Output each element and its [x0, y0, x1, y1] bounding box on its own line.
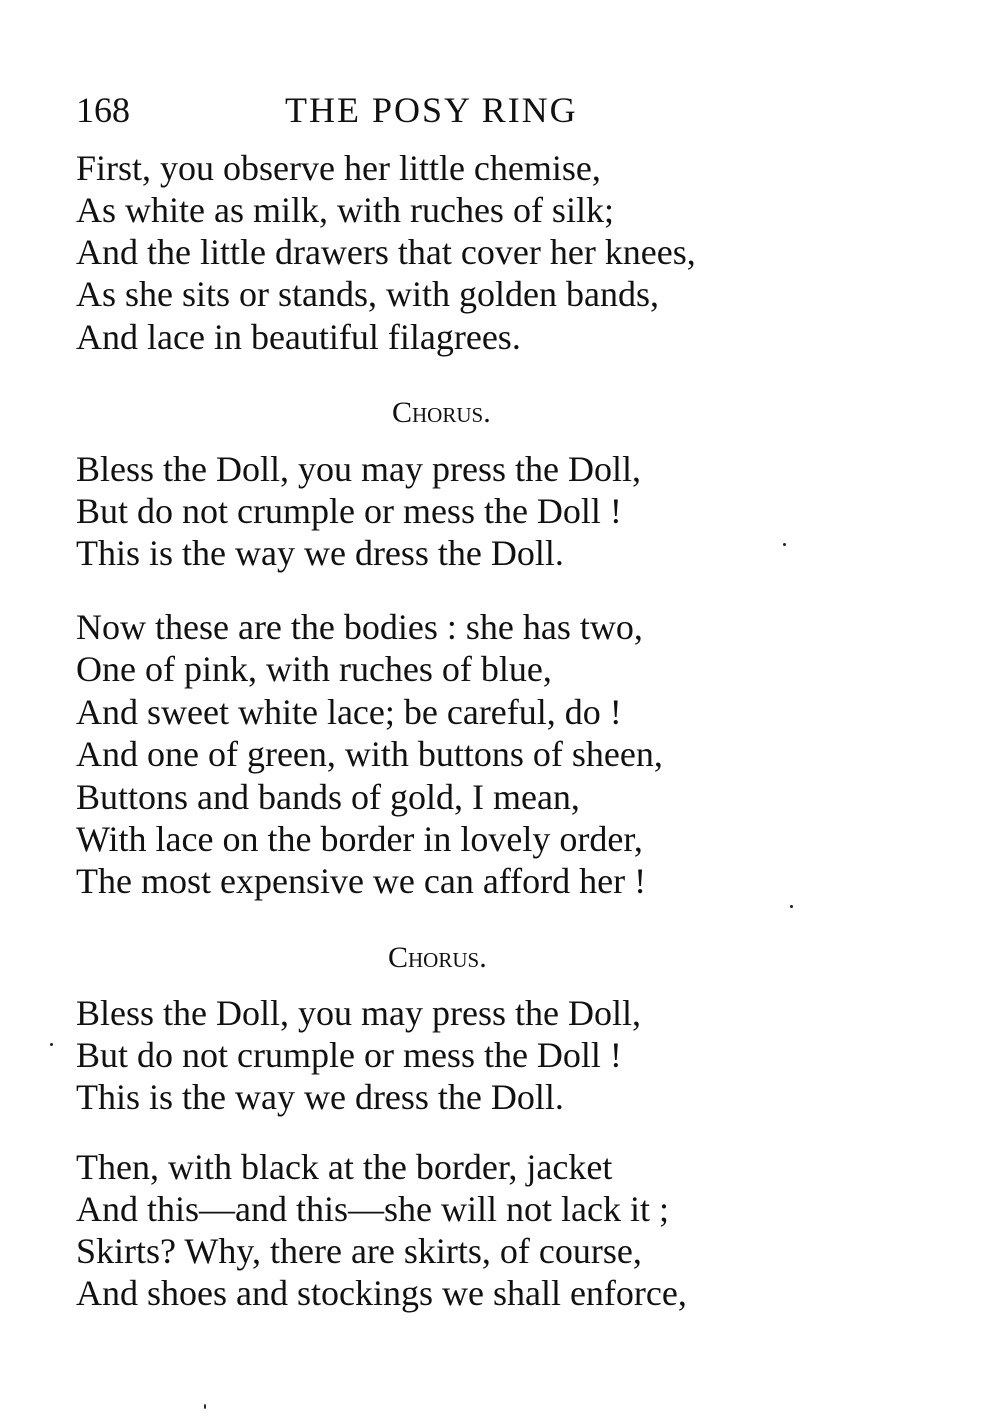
poem-line: The most expensive we can afford her ! — [76, 861, 647, 901]
page-number: 168 — [76, 90, 130, 130]
poem-line: First, you observe her little chemise, — [76, 148, 601, 188]
poem-line: As white as milk, with ruches of silk; — [76, 190, 614, 230]
poem-line: Skirts? Why, there are skirts, of course, — [76, 1231, 642, 1271]
poem-line: As she sits or stands, with golden bands, — [76, 274, 659, 314]
chorus-heading: Chorus. — [388, 941, 487, 974]
poem-line: But do not crumple or mess the Doll ! — [76, 491, 622, 531]
poem-line: And the little drawers that cover her knees, — [76, 232, 696, 272]
poem-line: But do not crumple or mess the Doll ! — [76, 1035, 622, 1075]
scan-speck — [783, 543, 786, 546]
running-title: THE POSY RING — [285, 90, 578, 130]
poem-line: And shoes and stockings we shall enforce, — [76, 1273, 687, 1313]
poem-line: Buttons and bands of gold, I mean, — [76, 777, 580, 817]
poem-line: And lace in beautiful filagrees. — [76, 317, 521, 357]
scan-speck — [790, 905, 793, 908]
poem-line: And one of green, with buttons of sheen, — [76, 734, 663, 774]
poem-line: This is the way we dress the Doll. — [76, 533, 564, 573]
poem-line: Bless the Doll, you may press the Doll, — [76, 993, 641, 1033]
poem-line: Now these are the bodies : she has two, — [76, 607, 643, 647]
page-header — [76, 86, 696, 134]
poem-line: With lace on the border in lovely order, — [76, 819, 643, 859]
poem-line: This is the way we dress the Doll. — [76, 1077, 564, 1117]
chorus-heading: Chorus. — [392, 396, 491, 429]
poem-line: And sweet white lace; be careful, do ! — [76, 692, 622, 732]
poem-line: Then, with black at the border, jacket — [76, 1147, 613, 1187]
scan-speck — [50, 1043, 53, 1046]
poem-line: One of pink, with ruches of blue, — [76, 649, 552, 689]
scan-speck — [204, 1404, 206, 1409]
poem-line: Bless the Doll, you may press the Doll, — [76, 449, 641, 489]
poem-line: And this—and this—she will not lack it ; — [76, 1189, 669, 1229]
